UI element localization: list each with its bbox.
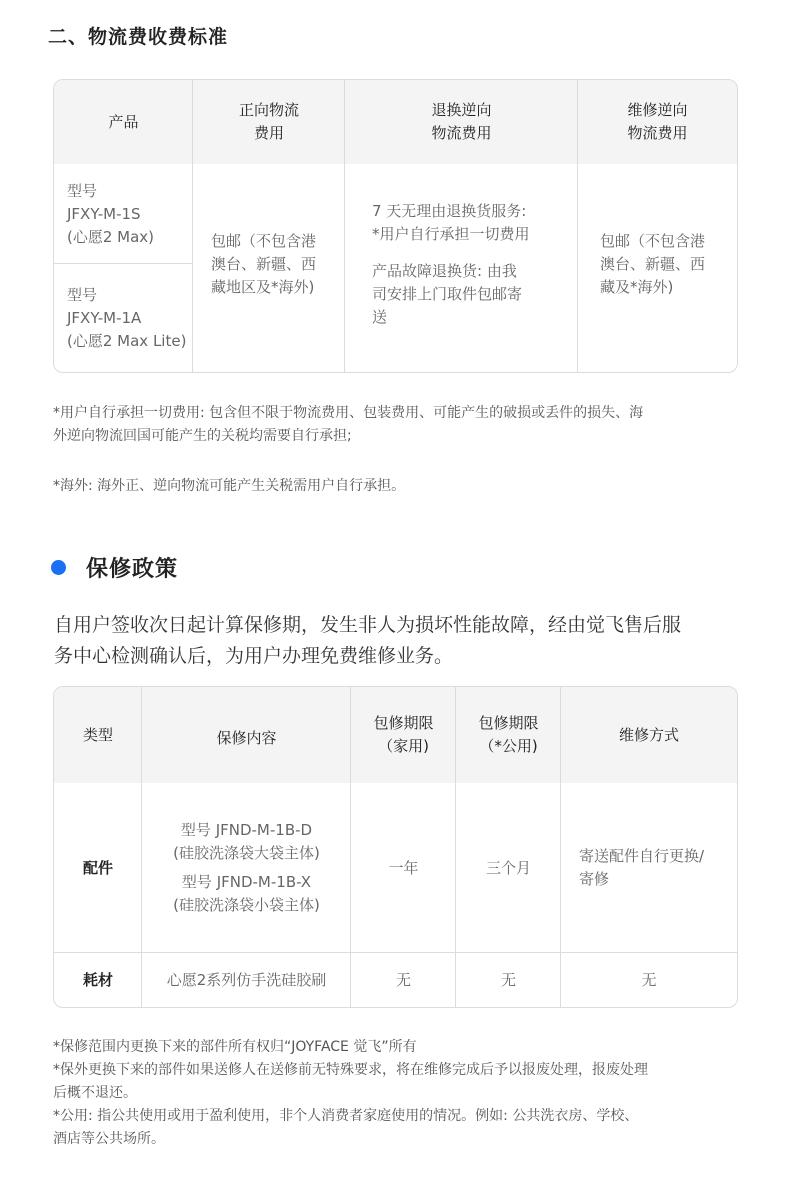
warranty-notes: *保修范围内更换下来的部件所有权归“JOYFACE 觉飞”所有 *保外更换下来的部件如果送修人在送修前无特殊要求，将在维修完成后予以报废处理，报废处理 后概不退还。 *公用: 指公共使用或用于盈利使用，非个人消费者家庭使用的情况。例如: 公共洗衣房、学校、 酒店等公共场所。 [53,1039,648,1147]
header-period-home: 包修期限 （家用) [351,687,456,783]
logistics-note-user-costs: *用户自行承担一切费用: 包含但不限于物流费用、包装费用、可能产生的破损或丢件的损失、海 外逆向物流回国可能产生的关税均需要自行承担; [53,405,644,444]
row-consumables-method: 无 [641,970,657,989]
logistics-fee-table [53,79,738,373]
row-parts-type: 配件 [82,858,113,877]
header-content: 保修内容 [142,687,351,783]
divider [344,80,345,372]
warranty-intro-paragraph: 自用户签收次日起计算保修期，发生非人为损坏性能故障，经由觉飞售后服 务中心检测确认后，为用户办理免费维修业务。 [54,614,682,667]
header-forward-fee: 正向物流 费用 [193,80,345,164]
divider [192,80,193,372]
row-consumables-home-period: 无 [395,970,411,989]
logistics-note-overseas: *海外: 海外正、逆向物流可能产生关税需用户自行承担。 [53,478,406,494]
row-parts-method: 寄送配件自行更换/ 寄修 [579,847,705,888]
header-type: 类型 [54,687,142,783]
return-fee-cell: 7 天无理由退换货服务: *用户自行承担一切费用 产品故障退换货: 由我 司安排上门取件包邮寄 送 [372,201,530,326]
bullet-dot-icon [51,560,66,575]
divider [54,263,193,264]
forward-fee-cell: 包邮（不包含港 澳台、新疆、西 藏地区及*海外) [211,231,317,296]
row-consumables-content: 心愿2系列仿手洗硅胶刷 [166,970,327,989]
divider [560,687,561,1007]
divider [455,687,456,1007]
header-repair-fee: 维修逆向 物流费用 [578,80,737,164]
header-period-public: 包修期限 （*公用) [456,687,561,783]
warranty-table [53,686,738,1008]
divider [577,80,578,372]
divider [54,952,737,953]
product-cell-max: 型号 JFXY-M-1S (心愿2 Max) [67,181,155,246]
row-parts-content: 型号 JFND-M-1B-D (硅胶洗涤袋大袋主体) 型号 JFND-M-1B-X (硅胶洗涤袋小袋主体) [173,821,320,914]
row-consumables-type: 耗材 [82,970,113,989]
row-parts-public-period: 三个月 [485,858,531,877]
product-cell-max-lite: 型号 JFXY-M-1A (心愿2 Max Lite) [67,285,187,350]
row-parts-home-period: 一年 [388,858,419,877]
repair-fee-cell: 包邮（不包含港 澳台、新疆、西 藏及*海外) [600,231,706,296]
section-title-logistics: 二、物流费收费标准 [48,26,229,48]
divider [350,687,351,1007]
divider [141,687,142,1007]
row-consumables-public-period: 无 [500,970,516,989]
header-repair-method: 维修方式 [561,687,737,783]
section-title-warranty: 保修政策 [86,557,179,582]
header-product: 产品 [54,80,193,164]
header-return-fee: 退换逆向 物流费用 [345,80,578,164]
